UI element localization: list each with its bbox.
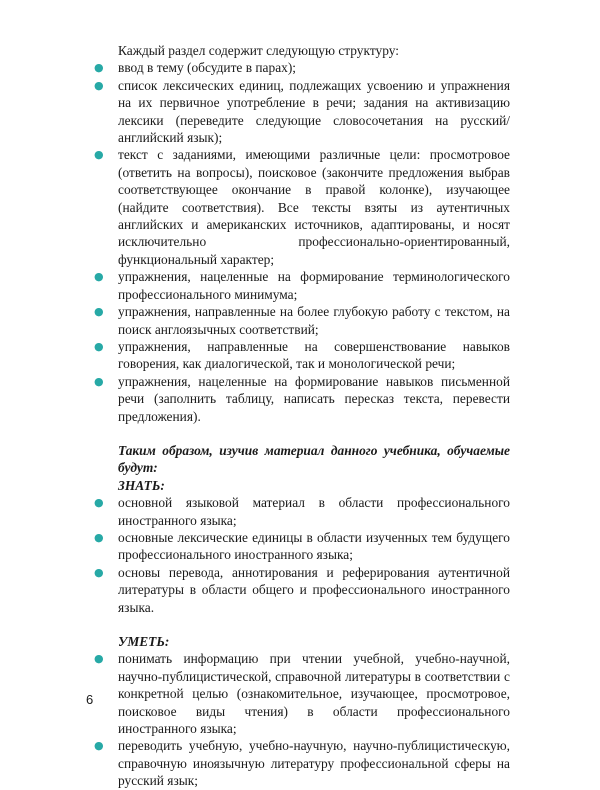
- bullet-icon: ●: [94, 652, 104, 666]
- list-item: ● упражнения, нацеленные на формирование навыков письменной речи (заполнить таблицу, написать пересказ текста, перевести предложения).: [94, 373, 510, 424]
- list-item: ● основные лексические единицы в области изученных тем будущего профессионального иностранного языка;: [94, 529, 510, 563]
- bullet-icon: ●: [94, 496, 104, 510]
- know-heading: ЗНАТЬ:: [118, 477, 165, 493]
- list-item: ● основы перевода, аннотирования и реферирования аутентичной литературы в области общего и профессионального иностранного языка.: [94, 564, 510, 615]
- bullet-icon: ●: [94, 339, 104, 353]
- section-gap: [118, 425, 510, 442]
- list-item: ● список лексических единиц, подлежащих усвоению и упражнения на их первичное употребление в речи; задания на активизацию лексики (переведите следующие словосочетания на русский/английский язык);: [94, 77, 510, 146]
- section-structure-intro: Каждый раздел содержит следующую структуру:: [118, 43, 399, 58]
- bullet-icon: ●: [94, 270, 104, 284]
- bullet-icon: ●: [94, 78, 104, 92]
- section-gap: [118, 616, 510, 633]
- can-list: [94, 650, 510, 789]
- bullet-icon: ●: [94, 148, 104, 162]
- list-item: ● ввод в тему (обсудите в парах);: [94, 60, 297, 76]
- structure-list: [94, 59, 510, 425]
- list-item: ● понимать информацию при чтении учебной, учебно-научной, научно-публицистической, справочной литературы в соответствии с конкретной целью (ознакомительное, изучающее, просмотровое, поисковое виды чтения) в области профессионального иностранного языка;: [94, 651, 510, 737]
- list-item: ● упражнения, направленные на более глубокую работу с текстом, на поиск англоязычных соответствий;: [94, 304, 510, 337]
- bullet-icon: ●: [94, 374, 104, 388]
- bullet-icon: ●: [94, 61, 104, 75]
- list-item: ● упражнения, направленные на совершенствование навыков говорения, как диалогической, так и монологической речи;: [94, 338, 510, 372]
- bullet-icon: ●: [94, 565, 104, 579]
- summary-heading: Таким образом, изучив материал данного учебника, обучаемые будут:: [118, 442, 510, 476]
- page-content: [94, 42, 510, 790]
- list-item: ● переводить учебную, учебно-научную, научно-публицистическую, справочную иноязычную литературу профессиональной сферы на русский язык;: [94, 738, 510, 789]
- list-item: ● основной языковой материал в области профессионального иностранного языка;: [94, 495, 510, 528]
- can-heading: УМЕТЬ:: [118, 634, 170, 649]
- bullet-icon: ●: [94, 530, 104, 544]
- list-item: ● упражнения, нацеленные на формирование терминологического профессионального минимума;: [94, 269, 510, 302]
- know-list: [94, 494, 510, 616]
- page-number: 6: [86, 692, 94, 707]
- bullet-icon: ●: [94, 739, 104, 753]
- list-item: ● текст с заданиями, имеющими различные цели: просмотровое (ответить на вопросы), поисковое (закончите предложения выбрав соответствующее окончание в правой колонке), изучающее (найдите соответствия). Все тексты взяты из аутентичных английских и американских источников, адаптированы, и носят исключительно профессионально-ориентированный, функциональный характер;: [94, 147, 510, 267]
- bullet-icon: ●: [94, 305, 104, 319]
